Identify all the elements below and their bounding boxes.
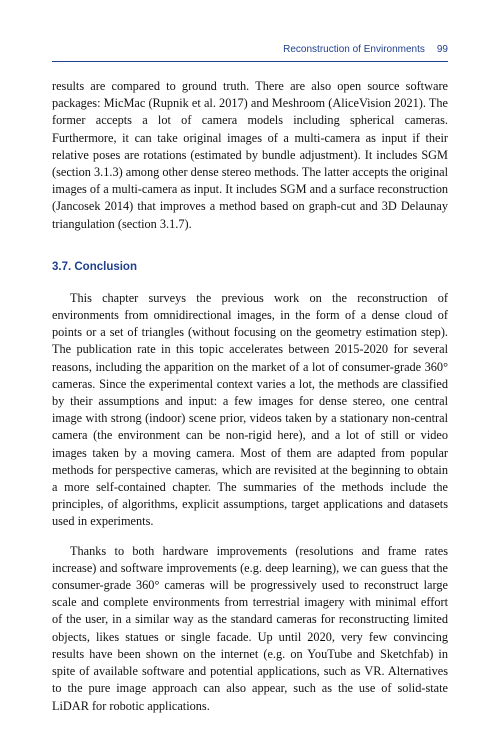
header-rule bbox=[52, 61, 448, 62]
page-body bbox=[52, 78, 448, 715]
page-number: 99 bbox=[436, 44, 448, 55]
running-header bbox=[52, 42, 448, 58]
section-heading: 3.7. Conclusion bbox=[52, 260, 137, 273]
running-title: Reconstruction of Environments bbox=[283, 44, 425, 55]
paragraph-continued: results are compared to ground truth. There are also open source software packages: MicMac (Rupnik et al. 2017) and Meshroom (AliceVision 2021). The former accepts a lot of camera models including spherical cameras. Furthermore, it can take original images of a multi-camera as input if their relative poses are rotations (estimated by bundle adjustment). It includes SGM (section 3.1.3) among other dense stereo methods. The latter accepts the original images of a multi-camera as input. It includes SGM and a surface reconstruction (Jancosek 2014) that improves a method based on graph-cut and 3D Delaunay triangulation (section 3.1.7). bbox=[52, 79, 448, 231]
paragraph-conclusion-1: This chapter surveys the previous work on the reconstruction of environments from omnidirectional images, in the form of a dense cloud of points or a set of triangles (without focusing on the geometry estimation step). The publication rate in this topic accelerates between 2015-2020 for several reasons, including the apparition on the market of a lot of consumer-grade 360° cameras. Since the experimental context varies a lot, the methods are classified by their assumptions and input: a few images for dense stereo, one central image with strong (indoor) scene prior, videos taken by a stationary non-central camera (the environment can be non-rigid here), and a lot of still or video images taken by a moving camera. Most of them are adapted from popular methods for perspective cameras, which are revisited at the beginning to obtain a more self-contained chapter. The summaries of the methods include the principles, of algorithms, explicit assumptions, target applications and datasets used in experiments. bbox=[52, 290, 448, 529]
paragraph-conclusion-2: Thanks to both hardware improvements (resolutions and frame rates increase) and software improvements (e.g. deep learning), we can guess that the consumer-grade 360° cameras will be progressively used to reconstruct large scale and complete environments from terrestrial imagery with minimal effort of the user, in a similar way as the standard cameras for reconstructing limited objects, likes statues or single facade. Up until 2020, very few convincing results have been shown on the internet (e.g. on YouTube and Sketchfab) in spite of available software and potential applications, such as VR. Alternatives to the pure image approach can also appear, such as the use of solid-state LiDAR for robotic applications. bbox=[52, 543, 448, 713]
